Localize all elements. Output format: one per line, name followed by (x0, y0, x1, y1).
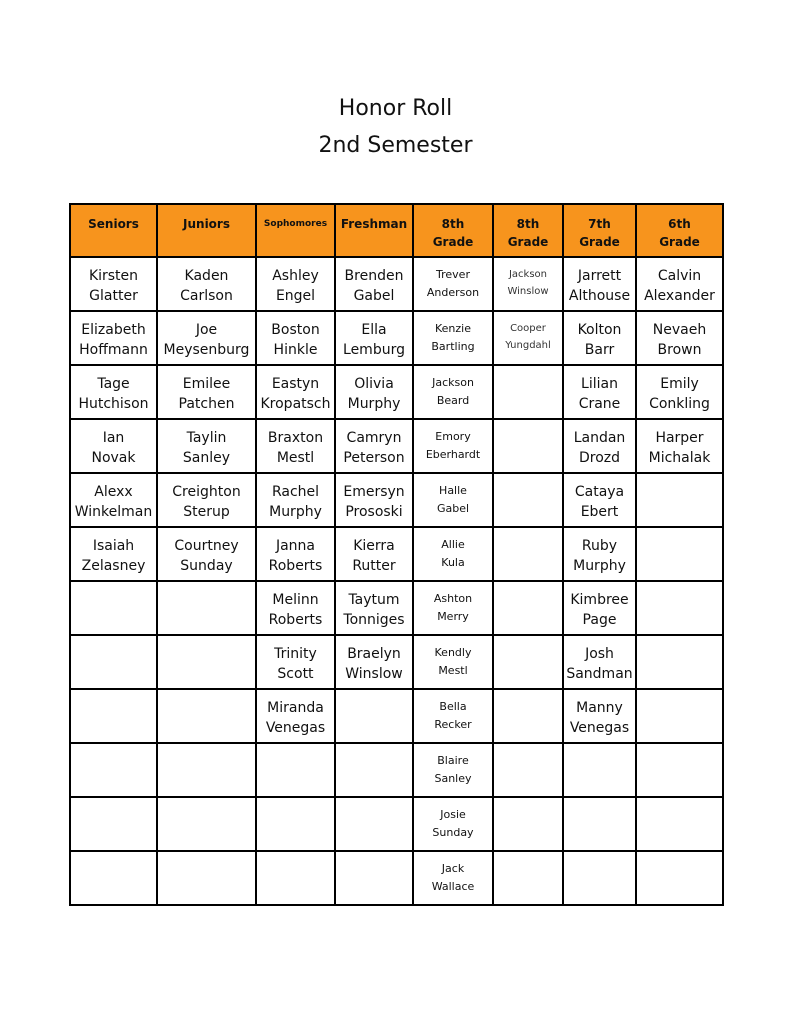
table-row (70, 311, 723, 365)
last-name: Crane (578, 396, 621, 412)
name-cell (335, 743, 413, 797)
first-name: Cooper (510, 323, 546, 334)
name-cell (70, 257, 157, 311)
name-cell (563, 527, 636, 581)
last-name: Alexander (644, 288, 715, 304)
first-name: Emory (435, 430, 471, 443)
first-name: Taylin (186, 430, 227, 446)
first-name: Landan (573, 430, 626, 446)
name-cell (636, 365, 723, 419)
name-cell (413, 419, 493, 473)
last-name: Venegas (265, 720, 326, 736)
name-cell (563, 743, 636, 797)
last-name: Bartling (431, 340, 475, 353)
last-name: Anderson (426, 286, 480, 299)
name-cell (563, 311, 636, 365)
first-name: Trinity (274, 646, 317, 662)
name-cell (636, 689, 723, 743)
first-name: Halle (439, 484, 467, 497)
name-cell (70, 743, 157, 797)
name-cell (70, 581, 157, 635)
column-header-line: Grade (659, 235, 700, 249)
first-name: Kierra (353, 538, 395, 554)
name-cell (157, 635, 256, 689)
last-name: Winkelman (74, 504, 153, 520)
name-cell (70, 527, 157, 581)
last-name: Sunday (432, 826, 474, 839)
name-cell (636, 473, 723, 527)
last-name: Kula (441, 556, 465, 569)
first-name: Josie (440, 808, 466, 821)
first-name: Brenden (344, 268, 404, 284)
first-name: Ella (361, 322, 387, 338)
name-cell (335, 311, 413, 365)
first-name: Calvin (657, 268, 702, 284)
name-cell (563, 581, 636, 635)
last-name: Brown (657, 342, 702, 358)
column-header-line: Sophomores (263, 219, 328, 229)
last-name: Engel (275, 288, 316, 304)
column-header-line: 8th (516, 217, 540, 231)
column-header-line: Grade (579, 235, 620, 249)
name-cell (493, 743, 563, 797)
last-name: Lemburg (343, 342, 405, 358)
first-name: Nevaeh (652, 322, 707, 338)
first-name: Boston (271, 322, 320, 338)
last-name: Recker (434, 718, 472, 731)
first-name: Janna (275, 538, 316, 554)
first-name: Emersyn (343, 484, 405, 500)
last-name: Merry (437, 610, 469, 623)
name-cell (335, 797, 413, 851)
last-name: Scott (277, 666, 314, 682)
name-cell (256, 473, 335, 527)
name-cell (70, 635, 157, 689)
first-name: Braxton (267, 430, 324, 446)
name-cell (157, 365, 256, 419)
name-cell (256, 257, 335, 311)
last-name: Winslow (507, 286, 549, 297)
last-name: Sandman (566, 666, 633, 682)
last-name: Novak (91, 450, 136, 466)
last-name: Murphy (347, 396, 401, 412)
name-cell (335, 365, 413, 419)
name-cell (413, 689, 493, 743)
first-name: Jarrett (577, 268, 622, 284)
name-cell (563, 473, 636, 527)
name-cell (636, 797, 723, 851)
name-cell (256, 797, 335, 851)
last-name: Murphy (573, 558, 626, 574)
name-cell (157, 851, 256, 905)
name-cell (493, 581, 563, 635)
name-cell (493, 851, 563, 905)
name-cell (493, 527, 563, 581)
last-name: Zelasney (81, 558, 146, 574)
name-cell (636, 635, 723, 689)
last-name: Sanley (182, 450, 231, 466)
name-cell (70, 689, 157, 743)
name-cell (335, 527, 413, 581)
first-name: Rachel (271, 484, 320, 500)
name-cell (636, 527, 723, 581)
first-name: Olivia (354, 376, 394, 392)
first-name: Jackson (432, 376, 474, 389)
name-cell (157, 527, 256, 581)
first-name: Melinn (272, 592, 319, 608)
name-cell (256, 635, 335, 689)
name-cell (493, 635, 563, 689)
name-cell (157, 419, 256, 473)
column-header-8th-grade-b (493, 204, 563, 257)
first-name: Allie (441, 538, 465, 551)
last-name: Gabel (353, 288, 395, 304)
first-name: Jackson (508, 269, 548, 280)
last-name: Yungdahl (505, 340, 551, 351)
name-cell (413, 743, 493, 797)
last-name: Mestl (438, 664, 468, 677)
last-name: Sanley (434, 772, 472, 785)
column-header-juniors (157, 204, 256, 257)
first-name: Taytum (348, 592, 400, 608)
last-name: Roberts (268, 558, 323, 574)
header-row (70, 204, 723, 257)
name-cell (335, 635, 413, 689)
name-cell (256, 527, 335, 581)
column-header-line: Seniors (88, 217, 139, 231)
name-cell (256, 311, 335, 365)
name-cell (636, 743, 723, 797)
first-name: Emily (660, 376, 699, 392)
name-cell (335, 473, 413, 527)
first-name: Ashton (433, 592, 473, 605)
name-cell (413, 581, 493, 635)
name-cell (636, 257, 723, 311)
name-cell (413, 527, 493, 581)
first-name: Alexx (94, 484, 133, 500)
last-name: Barr (584, 342, 615, 358)
name-cell (493, 419, 563, 473)
name-cell (413, 365, 493, 419)
last-name: Ebert (580, 504, 619, 520)
name-cell (563, 689, 636, 743)
first-name: Trever (436, 268, 470, 281)
name-cell (335, 257, 413, 311)
last-name: Winslow (345, 666, 403, 682)
first-name: Emilee (182, 376, 231, 392)
name-cell (70, 851, 157, 905)
last-name: Murphy (269, 504, 322, 520)
table-row (70, 257, 723, 311)
name-cell (413, 851, 493, 905)
name-cell (493, 311, 563, 365)
last-name: Roberts (268, 612, 323, 628)
first-name: Cataya (574, 484, 625, 500)
column-header-seniors (70, 204, 157, 257)
name-cell (70, 473, 157, 527)
first-name: Eastyn (271, 376, 320, 392)
last-name: Tonniges (343, 612, 405, 628)
last-name: Gabel (436, 502, 470, 515)
table-row (70, 797, 723, 851)
first-name: Elizabeth (81, 322, 146, 338)
name-cell (256, 689, 335, 743)
last-name: Prososki (345, 504, 403, 520)
name-cell (493, 257, 563, 311)
name-cell (563, 365, 636, 419)
first-name: Kenzie (434, 322, 471, 335)
column-header-7th-grade (563, 204, 636, 257)
column-header-line: Juniors (183, 217, 230, 231)
name-cell (413, 797, 493, 851)
last-name: Wallace (431, 880, 475, 893)
first-name: Kaden (184, 268, 229, 284)
last-name: Patchen (178, 396, 235, 412)
name-cell (563, 635, 636, 689)
last-name: Glatter (89, 288, 138, 304)
first-name: Kolton (577, 322, 622, 338)
last-name: Beard (436, 394, 470, 407)
page-subtitle: 2nd Semester (318, 133, 473, 158)
name-cell (256, 851, 335, 905)
name-cell (157, 581, 256, 635)
column-header-8th-grade-a (413, 204, 493, 257)
name-cell (636, 851, 723, 905)
last-name: Conkling (649, 396, 710, 412)
column-header-line: Grade (432, 235, 474, 249)
first-name: Tage (97, 376, 130, 392)
last-name: Mestl (276, 450, 315, 466)
name-cell (335, 851, 413, 905)
first-name: Camryn (346, 430, 402, 446)
name-cell (157, 257, 256, 311)
first-name: Ashley (272, 268, 319, 284)
column-header-sophomores (256, 204, 335, 257)
first-name: Braelyn (347, 646, 401, 662)
first-name: Jack (441, 862, 465, 875)
column-header-6th-grade (636, 204, 723, 257)
first-name: Lilian (581, 376, 618, 392)
name-cell (256, 743, 335, 797)
column-header-line: 7th (588, 217, 611, 231)
name-cell (70, 419, 157, 473)
name-cell (157, 311, 256, 365)
name-cell (493, 473, 563, 527)
first-name: Miranda (267, 700, 324, 716)
table-row (70, 851, 723, 905)
table-row (70, 365, 723, 419)
last-name: Drozd (578, 450, 621, 466)
column-header-line: 6th (668, 217, 691, 231)
table-row (70, 689, 723, 743)
first-name: Kendly (434, 646, 472, 659)
first-name: Harper (655, 430, 704, 446)
last-name: Meysenburg (163, 342, 250, 358)
table-row (70, 473, 723, 527)
name-cell (636, 311, 723, 365)
name-cell (157, 473, 256, 527)
last-name: Althouse (568, 288, 631, 304)
first-name: Ian (102, 430, 125, 446)
column-header-line: 8th (441, 217, 465, 231)
first-name: Courtney (174, 538, 239, 554)
name-cell (493, 689, 563, 743)
table-row (70, 527, 723, 581)
name-cell (563, 257, 636, 311)
last-name: Sterup (183, 504, 230, 520)
table-row (70, 743, 723, 797)
name-cell (157, 797, 256, 851)
name-cell (70, 797, 157, 851)
first-name: Creighton (172, 484, 241, 500)
name-cell (493, 365, 563, 419)
name-cell (335, 581, 413, 635)
table-row (70, 581, 723, 635)
last-name: Peterson (343, 450, 405, 466)
last-name: Eberhardt (425, 448, 481, 461)
name-cell (335, 689, 413, 743)
last-name: Rutter (352, 558, 396, 574)
name-cell (413, 257, 493, 311)
last-name: Kropatsch (260, 396, 331, 412)
last-name: Carlson (180, 288, 233, 304)
first-name: Joe (195, 322, 218, 338)
first-name: Isaiah (92, 538, 135, 554)
name-cell (493, 797, 563, 851)
first-name: Kirsten (88, 268, 139, 284)
name-cell (563, 851, 636, 905)
last-name: Page (582, 612, 617, 628)
table-row (70, 635, 723, 689)
last-name: Michalak (648, 450, 711, 466)
first-name: Manny (576, 700, 623, 716)
last-name: Hutchison (78, 396, 149, 412)
first-name: Kimbree (570, 592, 629, 608)
name-cell (563, 797, 636, 851)
name-cell (335, 419, 413, 473)
name-cell (256, 365, 335, 419)
first-name: Bella (439, 700, 467, 713)
name-cell (413, 311, 493, 365)
name-cell (413, 635, 493, 689)
last-name: Hinkle (273, 342, 318, 358)
name-cell (157, 743, 256, 797)
first-name: Ruby (581, 538, 618, 554)
name-cell (413, 473, 493, 527)
name-cell (636, 419, 723, 473)
column-header-freshman (335, 204, 413, 257)
name-cell (70, 365, 157, 419)
first-name: Blaire (437, 754, 469, 767)
honor-roll-table (69, 203, 724, 906)
column-header-line: Freshman (340, 217, 408, 231)
last-name: Sunday (180, 558, 233, 574)
column-header-line: Grade (507, 235, 549, 249)
name-cell (256, 419, 335, 473)
last-name: Hoffmann (79, 342, 148, 358)
last-name: Venegas (569, 720, 630, 736)
page-title: Honor Roll (338, 96, 453, 121)
name-cell (70, 311, 157, 365)
name-cell (563, 419, 636, 473)
name-cell (157, 689, 256, 743)
first-name: Josh (585, 646, 614, 662)
table-row (70, 419, 723, 473)
name-cell (636, 581, 723, 635)
name-cell (256, 581, 335, 635)
